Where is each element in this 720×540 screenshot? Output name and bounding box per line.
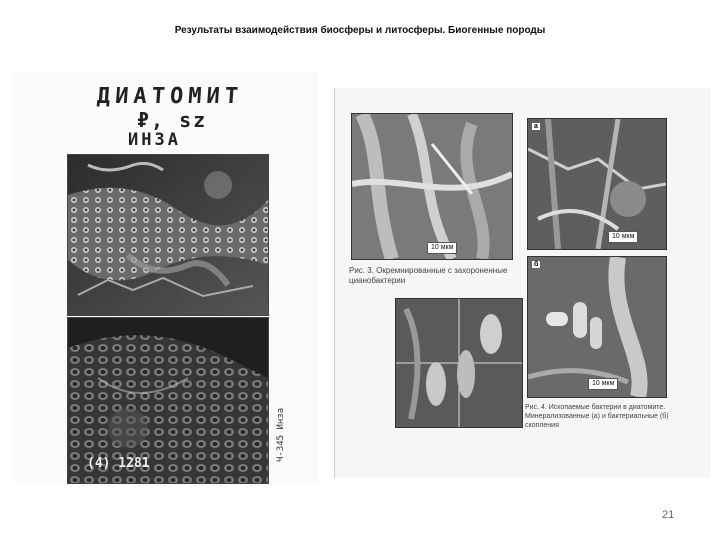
fig5-sem-image [395, 298, 523, 428]
handwritten-location: ИНЗА [128, 130, 181, 150]
side-note: Ч-345 Инза [276, 407, 286, 462]
diatom-photo-top [67, 154, 269, 316]
fig4-caption: Рис. 4. Ископаемые бактерии в диатомите. Минерализованные (а) и бактериальные (б) скопления [525, 404, 669, 429]
fig4b-sem-image [527, 256, 667, 398]
handwritten-title: ДИАТОМИТ [96, 84, 244, 109]
sem-figures-scan [334, 88, 711, 478]
diatomite-scan [12, 72, 318, 482]
fig4a-sem-image [527, 118, 667, 250]
fig3-scale-bar: 10 мкм [427, 242, 457, 254]
fig4a-scale-bar: 10 мкм [608, 231, 638, 243]
fig4a-label: а [531, 122, 541, 131]
photo-mark: (4) 1281 [87, 456, 150, 471]
handwritten-sample-code: ₽, sz [137, 108, 208, 132]
fig4b-label: б [531, 260, 541, 269]
fig3-caption: Рис. 3. Окремнированные с захороненные цианобактерии [349, 266, 508, 285]
fig4b-scale-bar: 10 мкм [588, 378, 618, 390]
slide-title: Результаты взаимодействия биосферы и литосферы. Биогенные породы [174, 25, 546, 36]
fig3-sem-image [351, 113, 513, 260]
page-number: 21 [662, 509, 675, 521]
